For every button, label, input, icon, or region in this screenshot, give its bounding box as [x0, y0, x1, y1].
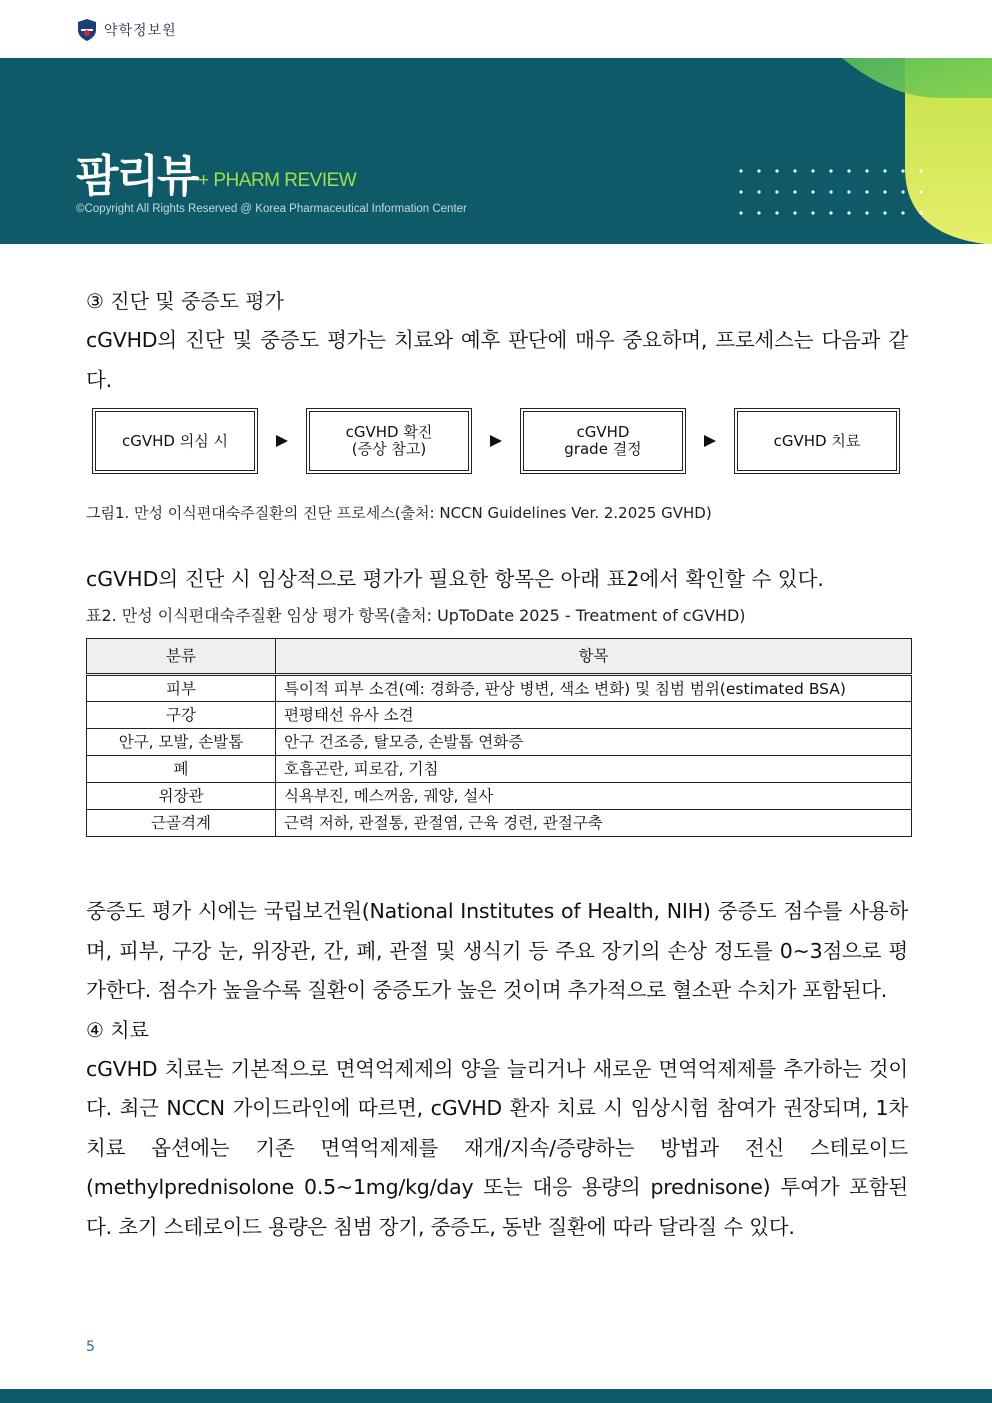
section-treatment [86, 892, 908, 1247]
table-cell-category: 피부 [87, 675, 276, 702]
flow-step-label: cGVHD 치료 [737, 411, 897, 471]
flow-step [92, 408, 258, 474]
page-title: 팜리뷰 [76, 151, 198, 202]
dot-grid [739, 169, 922, 214]
arrow-right-icon [275, 434, 289, 448]
table-cell-category: 폐 [87, 756, 276, 783]
table-row [87, 729, 912, 756]
arrow-right-icon [489, 434, 503, 448]
org-name: 약학정보원 [104, 23, 177, 39]
table-header-row [87, 639, 912, 675]
table-row [87, 702, 912, 729]
column-header: 분류 [87, 639, 276, 675]
top-bar [0, 0, 992, 58]
table-caption: 표2. 만성 이식편대숙주질환 임상 평가 항목(출처: UpToDate 2025 - Treatment of cGVHD) [86, 606, 746, 625]
table-intro: cGVHD의 진단 시 임상적으로 평가가 필요한 항목은 아래 표2에서 확인할 수 있다. [86, 567, 824, 591]
arrow-right-icon [703, 434, 717, 448]
figure-caption: 그림1. 만성 이식편대숙주질환의 진단 프로세스(출처: NCCN Guidelines Ver. 2.2025 GVHD) [86, 504, 712, 522]
severity-paragraph: 중증도 평가 시에는 국립보건원(National Institutes of Health, NIH) 중증도 점수를 사용하며, 피부, 구강 눈, 위장관, 간, 폐, 관절 및 생식기 등 주요 장기의 손상 정도를 0~3점으로 평가한다. 점수가 높을수록 질환이 중증도가 높은 것이며 추가적으로 혈소판 수치가 포함된다. [86, 899, 908, 1002]
table-cell-items: 식욕부진, 메스꺼움, 궤양, 설사 [276, 783, 912, 810]
table-row [87, 756, 912, 783]
flow-step-label: cGVHD 확진 (증상 참고) [309, 411, 469, 471]
table-cell-category: 위장관 [87, 783, 276, 810]
section-intro: cGVHD의 진단 및 중증도 평가는 치료와 예후 판단에 매우 중요하며, 프로세스는 다음과 같다. [86, 328, 908, 392]
table-row [87, 675, 912, 702]
column-header: 항목 [276, 639, 912, 675]
flow-step-label: cGVHD 의심 시 [95, 411, 255, 471]
table-cell-items: 특이적 피부 소견(예: 경화증, 판상 병변, 색소 변화) 및 침범 범위(estimated BSA) [276, 675, 912, 702]
assessment-table [86, 638, 912, 837]
table-cell-items: 호흡곤란, 피로감, 기침 [276, 756, 912, 783]
flow-step [306, 408, 472, 474]
table-cell-items: 편평태선 유사 소견 [276, 702, 912, 729]
treatment-paragraph: cGVHD 치료는 기본적으로 면역억제제의 양을 늘리거나 새로운 면역억제제를 추가하는 것이다. 최근 NCCN 가이드라인에 따르면, cGVHD 환자 치료 시 임상시험 참여가 권장되며, 1차 치료 옵션에는 기존 면역억제제를 재개/지속/증량하는 방법과 전신 스테로이드(methylprednisolone 0.5~1mg/kg/day 또는 대응 용량의 prednisone) 투여가 포함된다. 초기 스테로이드 용량은 침범 장기, 중증도, 동반 질환에 따라 달라질 수 있다. [86, 1056, 908, 1239]
process-flow [92, 406, 900, 476]
table-row [87, 810, 912, 837]
section-heading: ③ 진단 및 중증도 평가 [86, 289, 284, 313]
section-diagnosis [86, 282, 908, 400]
table-cell-category: 구강 [87, 702, 276, 729]
page-number: 5 [86, 1339, 95, 1355]
org-logo [76, 18, 177, 42]
footer-bar [0, 1389, 992, 1403]
table-cell-items: 근력 저하, 관절통, 관절염, 근육 경련, 관절구축 [276, 810, 912, 837]
table-cell-items: 안구 건조증, 탈모증, 손발톱 연화증 [276, 729, 912, 756]
flow-step [520, 408, 686, 474]
table-cell-category: 안구, 모발, 손발톱 [87, 729, 276, 756]
section-heading: ④ 치료 [86, 1017, 149, 1042]
shield-logo-icon [76, 18, 98, 42]
flow-step-label: cGVHD grade 결정 [523, 411, 683, 471]
table-cell-category: 근골격계 [87, 810, 276, 837]
flow-step [734, 408, 900, 474]
copyright-text: ©Copyright All Rights Reserved @ Korea Pharmaceutical Information Center [76, 203, 467, 215]
page-subtitle: + PHARM REVIEW [198, 170, 357, 191]
table-row [87, 783, 912, 810]
